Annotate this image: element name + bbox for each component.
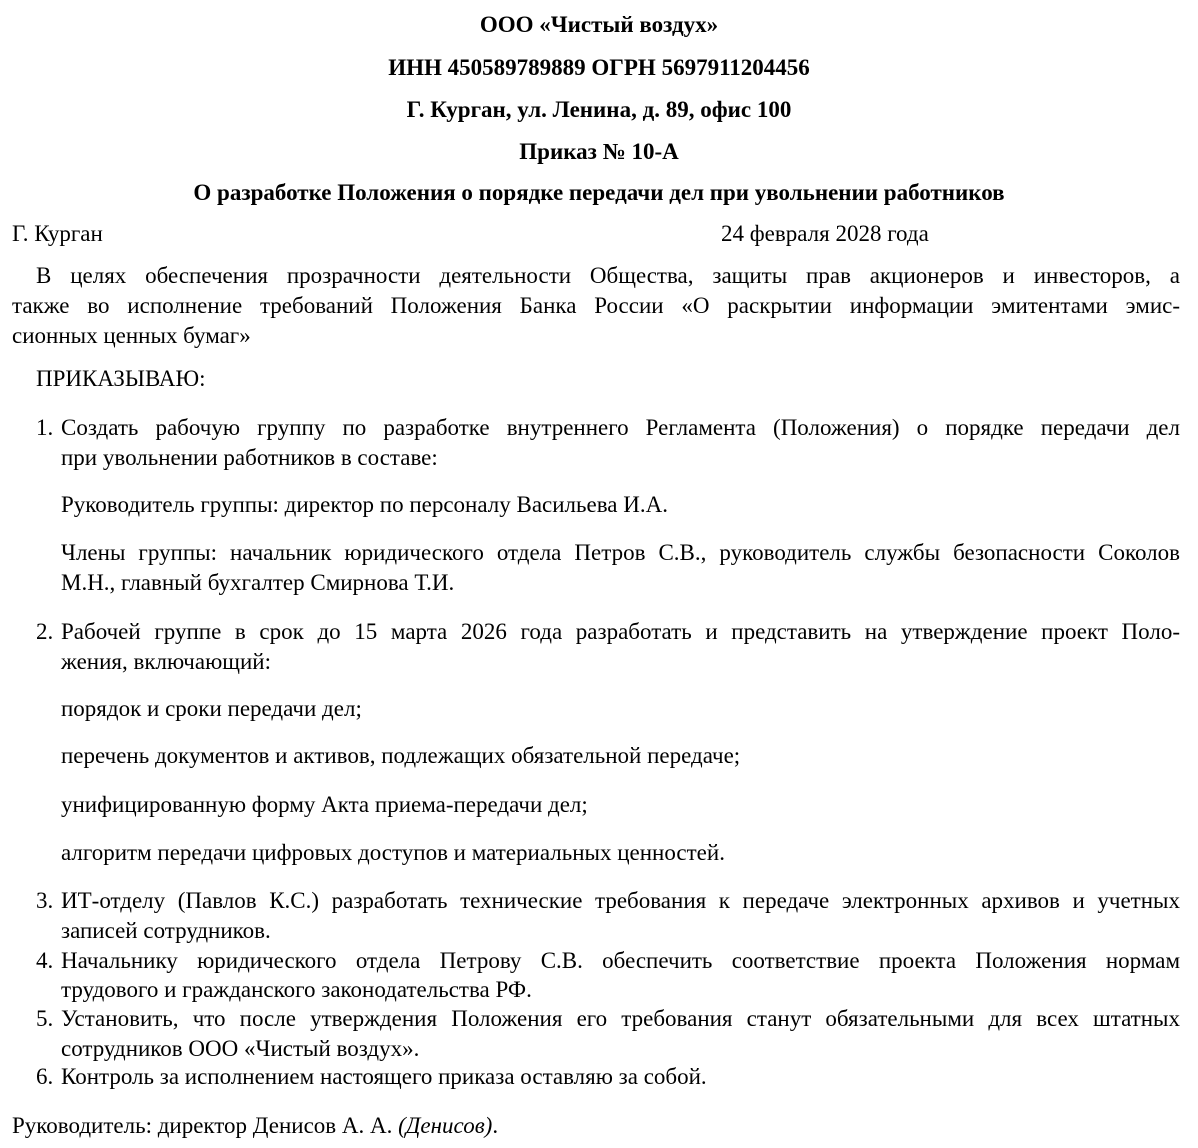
item-text-line-2: трудового и гражданского законодательства РФ. xyxy=(61,977,532,1002)
item-text-line-1: Рабочей группе в срок до 15 марта 2026 года разработать и представить на утверждение проект Поло- xyxy=(61,619,1180,644)
item-text-line-2: записей сотрудников. xyxy=(61,918,271,943)
item-text-line-1: Установить, что после утверждения Положения его требования станут обязательными для всех штатных xyxy=(61,1006,1180,1031)
company-name: ООО «Чистый воздух» xyxy=(479,12,719,37)
preamble-line-3: сионных ценных бумаг» xyxy=(12,323,251,348)
item-text-line-1: Создать рабочую группу по разработке внутреннего Регламента (Положения) о порядке передачи дел xyxy=(61,415,1180,440)
item-text-line-1: Начальнику юридического отдела Петрову С.В. обеспечить соответствие проекта Положения нормам xyxy=(61,948,1180,973)
item-text-line-2: сотрудников ООО «Чистый воздух». xyxy=(61,1036,420,1061)
group-members-line-2: М.Н., главный бухгалтер Смирнова Т.И. xyxy=(61,570,455,595)
sub-item: перечень документов и активов, подлежащих обязательной передаче; xyxy=(61,743,741,768)
item-number: 6. xyxy=(36,1064,54,1089)
item-number: 2. xyxy=(36,619,54,644)
order-subject: О разработке Положения о порядке передачи дел при увольнении работников xyxy=(193,180,1005,205)
item-text-line-1: ИТ-отделу (Павлов К.С.) разработать технические требования к передаче электронных архивов и учетных xyxy=(61,888,1180,913)
preamble-line-1: В целях обеспечения прозрачности деятельности Общества, защиты прав акционеров и инвесторов, а xyxy=(36,263,1180,288)
company-address: Г. Курган, ул. Ленина, д. 89, офис 100 xyxy=(406,97,792,122)
signature-text: Руководитель: директор Денисов А. А. xyxy=(12,1113,393,1138)
signature-end: . xyxy=(492,1113,499,1138)
group-members-line-1: Члены группы: начальник юридического отдела Петров С.В., руководитель службы безопасности Соколов xyxy=(61,540,1180,565)
item-text-line-2: жения, включающий: xyxy=(61,649,271,674)
order-number: Приказ № 10-А xyxy=(519,139,679,164)
order-place: Г. Курган xyxy=(12,221,103,246)
order-word: ПРИКАЗЫВАЮ: xyxy=(36,366,206,391)
handwritten-signature: (Денисов) xyxy=(398,1113,493,1138)
sub-item: порядок и сроки передачи дел; xyxy=(61,696,362,721)
item-number: 5. xyxy=(36,1006,54,1031)
item-number: 4. xyxy=(36,948,54,973)
item-text-line-1: Контроль за исполнением настоящего приказа оставляю за собой. xyxy=(61,1064,707,1089)
group-leader: Руководитель группы: директор по персоналу Васильева И.А. xyxy=(61,492,668,517)
sub-item: унифицированную форму Акта приема-передачи дел; xyxy=(61,792,588,817)
item-number: 3. xyxy=(36,888,54,913)
item-text-line-2: при увольнении работников в составе: xyxy=(61,445,438,470)
order-date: 24 февраля 2028 года xyxy=(721,221,929,246)
sub-item: алгоритм передачи цифровых доступов и материальных ценностей. xyxy=(61,840,725,865)
item-number: 1. xyxy=(36,415,54,440)
registration-numbers: ИНН 450589789889 ОГРН 5697911204456 xyxy=(388,55,810,80)
signature-line xyxy=(12,1111,498,1141)
preamble-line-2: также во исполнение требований Положения Банка России «О раскрытии информации эмитентами эмис- xyxy=(12,293,1180,318)
